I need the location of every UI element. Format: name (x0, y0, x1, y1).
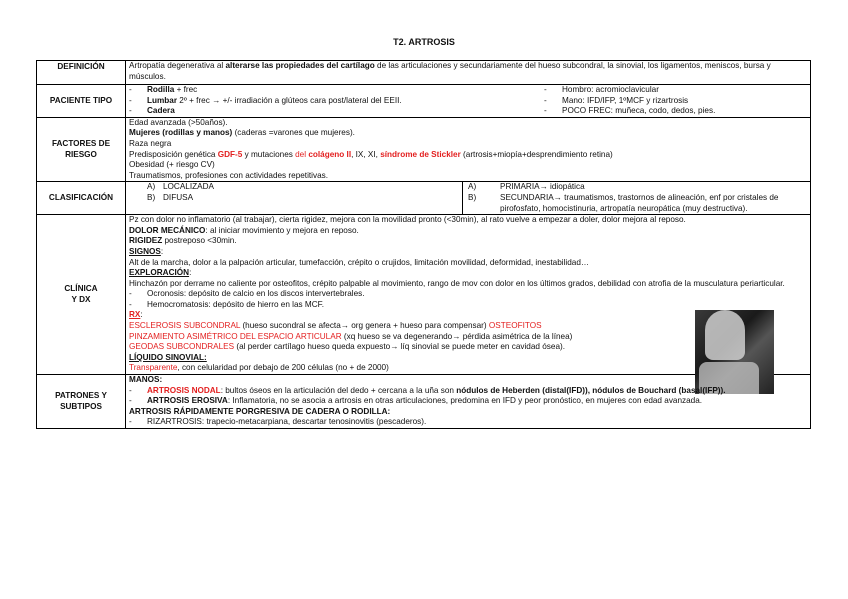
row-factores (37, 117, 811, 182)
definicion-pre: Artropatía degenerativa al (129, 61, 226, 70)
label-paciente: PACIENTE TIPO (37, 85, 126, 118)
label-definicion: DEFINICIÓN (37, 61, 126, 85)
label-factores: FACTORES DE RIESGO (37, 117, 126, 182)
factor-obesidad: Obesidad (+ riesgo CV) (129, 160, 215, 170)
clasificacion-content (126, 182, 811, 215)
label-clinica: CLÍNICA Y DX (37, 215, 126, 375)
patrones-manos: MANOS: (129, 375, 163, 385)
clinica-dolor: DOLOR MECÁNICO: al iniciar movimiento y mejora en reposo. (129, 225, 359, 235)
clasif-item: B) DIFUSA (147, 192, 194, 202)
factor-raza: Raza negra (129, 138, 172, 148)
clinica-rx-2: PINZAMIENTO ASIMÉTRICO DEL ESPACIO ARTICULAR (xq hueso se va degenerando→ pérdida asimétrica de la línea) (129, 331, 573, 341)
clinica-rx-heading: RX: (129, 310, 143, 320)
paciente-item-right: - Hombro: acromioclavicular (544, 85, 659, 94)
clinica-signos-text: Alt de la marcha, dolor a la palpación articular, tumefacción, crépito o crujidos, limitación movilidad, deformidad, inestabilidad… (129, 257, 590, 267)
row-definicion (37, 61, 811, 85)
definicion-bold: alterarse las propiedades del cartílago (225, 61, 375, 70)
artrosis-table (36, 60, 811, 429)
paciente-item-right: - Mano: IFD/IFP, 1ºMCF y rizartrosis (544, 95, 689, 105)
clinica-intro: Pz con dolor no inflamatorio (al trabajar), cierta rigidez, mejora con la movilidad pronto (<30min), al rato vuelve a empezar a doler, dolor mejora al reposo. (129, 215, 686, 225)
clinica-exploracion-heading: EXPLORACIÓN: (129, 268, 192, 278)
row-clinica (37, 215, 811, 375)
paciente-content (126, 85, 811, 118)
clasif-secundaria: B) SECUNDARIA→ traumatismos, trastornos de alineación, enf por cristales de pirofosfato, homocistinuria, artropatía neuropática (muy destructiva). (468, 192, 779, 213)
patrones-rapida: ARTROSIS RÁPIDAMENTE PORGRESIVA DE CADERA O RODILLA: (129, 406, 391, 416)
patrones-nodal: - ARTROSIS NODAL: bultos óseos en la articulación del dedo + cercana a la uña son nódulos de Heberden (distal(IFD)), nódulos de Bouchard (basal(IFP)). (129, 385, 726, 395)
factor-mujeres: Mujeres (rodillas y manos) (caderas =varones que mujeres). (129, 128, 355, 138)
clinica-rigidez: RIGIDEZ postreposo <30min. (129, 236, 237, 246)
xray-knee-image (695, 310, 774, 394)
label-clasificacion: CLASIFICACIÓN (37, 182, 126, 215)
factor-traumatismos: Traumatismos, profesiones con actividades repetitivas. (129, 170, 329, 180)
clinica-exploracion-text: Hinchazón por derrame no caliente por osteofitos, crépito palpable al movimiento, rango de mov con dolor en los últimos grados, debilidad con atrofia de la musculatura periarticular. (129, 278, 785, 288)
factor-edad: Edad avanzada (>50años). (129, 117, 228, 127)
row-paciente (37, 85, 811, 118)
clinica-sub-item: - Ocronosis: depósito de calcio en los discos intervertebrales. (129, 289, 365, 299)
paciente-item: - Lumbar 2º + frec → +/- irradiación a glúteos cara post/lateral del EEII. (129, 95, 402, 105)
paciente-item-right: - POCO FREC: muñeca, codo, dedos, pies. (544, 106, 716, 116)
label-patrones: PATRONES Y SUBTIPOS (37, 375, 126, 429)
patrones-erosiva: - ARTROSIS EROSIVA: Inflamatoria, no se asocia a artrosis en otras articulaciones, predomina en IFD y peor pronóstico, en mujeres con edad avanzada. (129, 396, 703, 406)
paciente-item: - Cadera (129, 106, 175, 116)
clinica-content (126, 215, 811, 375)
clinica-signos-heading: SIGNOS: (129, 246, 164, 256)
clinica-rx-3: GEODAS SUBCONDRALES (al perder cartílago hueso queda expuesto→ líq sinovial se puede meter en cavidad ósea). (129, 342, 565, 352)
clinica-rx-1: ESCLEROSIS SUBCONDRAL (hueso sucondral se afecta→ org genera + hueso para compensar) OSTEOFITOS (129, 321, 542, 331)
paciente-item: - Rodilla + frec (129, 85, 198, 94)
factor-genetica: Predisposición genética GDF-5 y mutaciones del colágeno II, IX, XI, síndrome de Stickler (artrosis+miopía+desprendimiento retina) (129, 149, 613, 159)
clinica-liquido-heading: LÍQUIDO SINOVIAL: (129, 352, 207, 362)
page-title: T2. ARTROSIS (393, 37, 455, 47)
clinica-liquido-text: Transparente, con celularidad por debajo de 200 células (no + de 2000) (129, 363, 389, 373)
definicion-text (126, 61, 811, 85)
row-clasificacion (37, 182, 811, 215)
clinica-sub-item: - Hemocromatosis: depósito de hierro en las MCF. (129, 299, 325, 309)
patrones-rizartrosis: - RIZARTROSIS: trapecio-metacarpiana, descartar tenosinovitis (pescaderos). (129, 417, 427, 427)
clasif-item: A) LOCALIZADA (147, 182, 214, 192)
clasif-primaria: A) PRIMARIA→ idiopática (468, 182, 585, 192)
definicion-post: de las articulaciones y secundariamente del hueso subcondral, la sinovial, los ligamentos, meniscos, bursa y músculos. (129, 61, 771, 81)
factores-content (126, 117, 811, 182)
